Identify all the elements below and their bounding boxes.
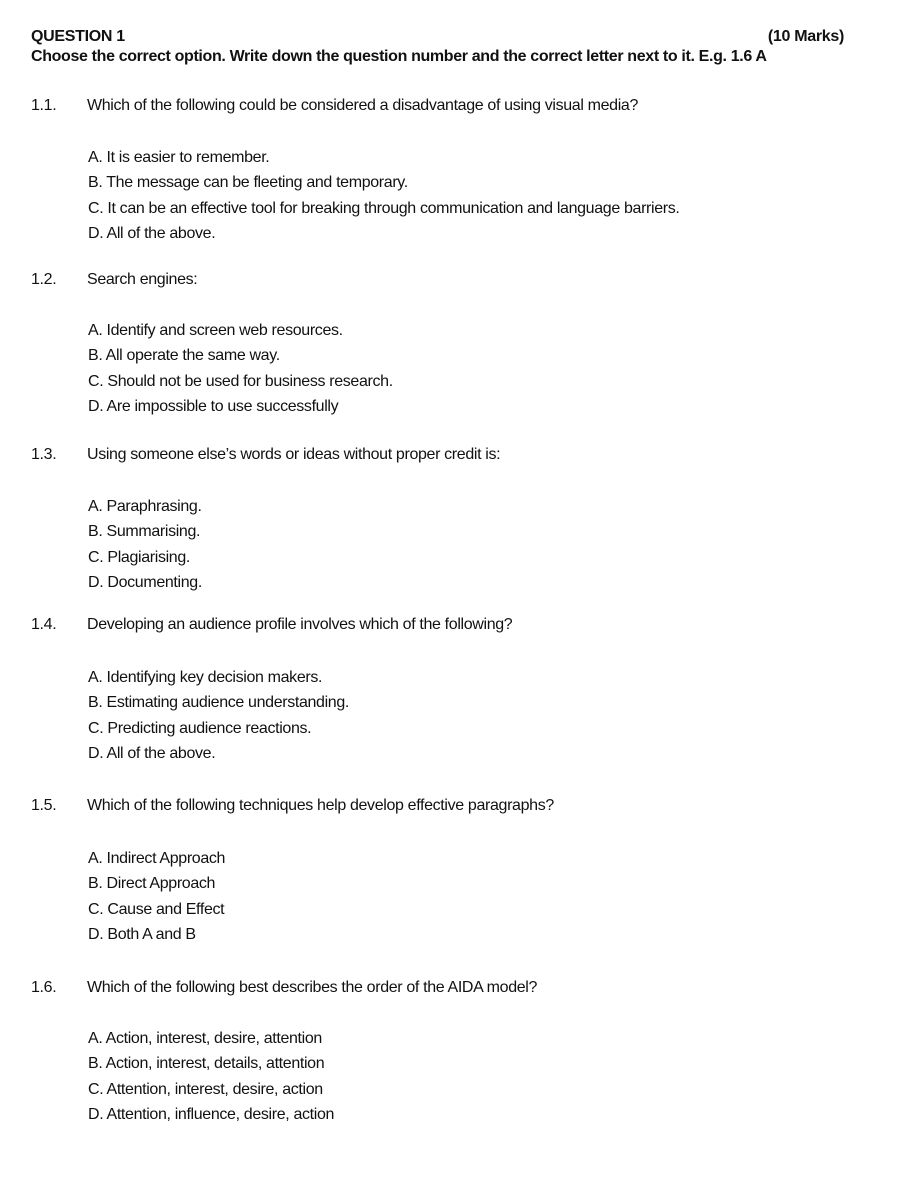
- instruction-text: Choose the correct option. Write down the question number and the correct letter next to it. E.g. 1.6 A: [31, 48, 767, 65]
- question-number: 1.5.: [31, 797, 57, 814]
- question-number: 1.3.: [31, 446, 57, 463]
- question-text: Developing an audience profile involves which of the following?: [87, 616, 513, 633]
- option-b: B. All operate the same way.: [88, 347, 280, 365]
- option-c: C. Plagiarising.: [88, 548, 191, 566]
- question-1-6: [31, 979, 537, 997]
- question-1-2: [31, 271, 197, 289]
- question-text: Search engines:: [87, 271, 198, 288]
- option-d: D. Are impossible to use successfully: [88, 397, 339, 415]
- options-1-1: [88, 145, 680, 246]
- question-text: Which of the following could be considered a disadvantage of using visual media?: [87, 97, 639, 114]
- option-b: B. The message can be fleeting and temporary.: [88, 174, 408, 192]
- question-number: 1.1.: [31, 97, 57, 114]
- question-1-1: [31, 97, 638, 115]
- option-b: B. Estimating audience understanding.: [88, 694, 350, 712]
- option-c: C. Predicting audience reactions.: [88, 719, 312, 737]
- question-text: Which of the following best describes the order of the AIDA model?: [87, 979, 538, 996]
- question-text: Which of the following techniques help develop effective paragraphs?: [87, 797, 554, 814]
- options-1-2: [88, 318, 393, 419]
- option-b: B. Summarising.: [88, 523, 201, 541]
- options-1-5: [88, 846, 225, 947]
- options-1-6: [88, 1026, 334, 1127]
- option-d: D. Attention, influence, desire, action: [88, 1105, 335, 1123]
- option-d: D. All of the above.: [88, 224, 216, 242]
- option-a: A. Paraphrasing.: [88, 498, 202, 515]
- option-a: A. Identify and screen web resources.: [88, 322, 343, 339]
- question-text: Using someone else’s words or ideas without proper credit is:: [87, 446, 501, 463]
- question-title: QUESTION 1: [31, 28, 125, 45]
- options-1-3: [88, 494, 202, 595]
- marks-label: (10 Marks): [767, 28, 844, 45]
- option-c: C. It can be an effective tool for breaking through communication and language barriers.: [88, 199, 680, 217]
- option-a: A. Identifying key decision makers.: [88, 669, 323, 686]
- options-1-4: [88, 665, 349, 766]
- option-d: D. All of the above.: [88, 744, 216, 762]
- option-c: C. Attention, interest, desire, action: [88, 1080, 323, 1098]
- option-b: B. Action, interest, details, attention: [88, 1055, 325, 1073]
- question-1-4: [31, 616, 512, 634]
- question-1-3: [31, 446, 500, 464]
- question-number: 1.6.: [31, 979, 57, 996]
- option-c: C. Cause and Effect: [88, 900, 225, 918]
- question-number: 1.4.: [31, 616, 57, 633]
- header: [31, 28, 844, 46]
- option-d: D. Documenting.: [88, 573, 202, 591]
- question-number: 1.2.: [31, 271, 57, 288]
- option-a: A. Action, interest, desire, attention: [88, 1030, 322, 1047]
- question-1-5: [31, 797, 554, 815]
- option-b: B. Direct Approach: [88, 875, 216, 893]
- option-a: A. Indirect Approach: [88, 850, 226, 867]
- option-c: C. Should not be used for business research.: [88, 372, 393, 390]
- option-a: A. It is easier to remember.: [88, 149, 270, 166]
- option-d: D. Both A and B: [88, 925, 196, 943]
